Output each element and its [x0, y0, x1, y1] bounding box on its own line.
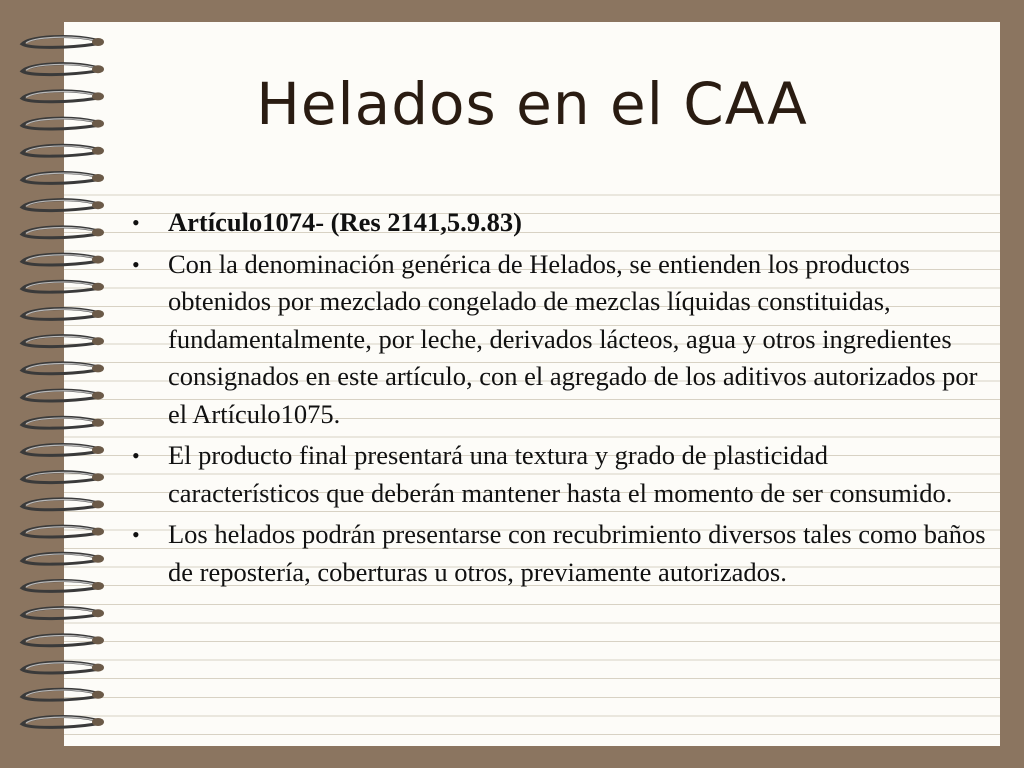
bullet-marker: • [132, 522, 140, 547]
bullet-item [128, 516, 986, 591]
bullet-marker: • [132, 443, 140, 468]
bullet-text: El producto final presentará una textura y grado de plasticidad característicos que deberán mantener hasta el momento de ser consumido. [168, 440, 953, 508]
bullet-text: Artículo1074- (Res 2141,5.9.83) [168, 207, 523, 237]
slide-title: Helados en el CAA [256, 70, 808, 138]
bullet-marker: • [132, 210, 140, 235]
bullet-text: Con la denominación genérica de Helados, se entienden los productos obtenidos por mezclado congelado de mezclas líquidas constituidas, fundamentalmente, por leche, derivados lácteos, agua y otros ingredientes consignados en este artículo, con el agregado de los aditivos autorizados por el Artículo1075. [168, 248, 978, 429]
bullet-marker: • [132, 251, 140, 277]
bullet-list [128, 204, 986, 595]
bullet-text: Los helados podrán presentarse con recubrimiento diversos tales como baños de repostería, coberturas u otros, previamente autorizados. [168, 519, 986, 587]
bullet-item [128, 246, 986, 434]
bullet-item [128, 204, 986, 242]
bullet-item [128, 437, 986, 512]
